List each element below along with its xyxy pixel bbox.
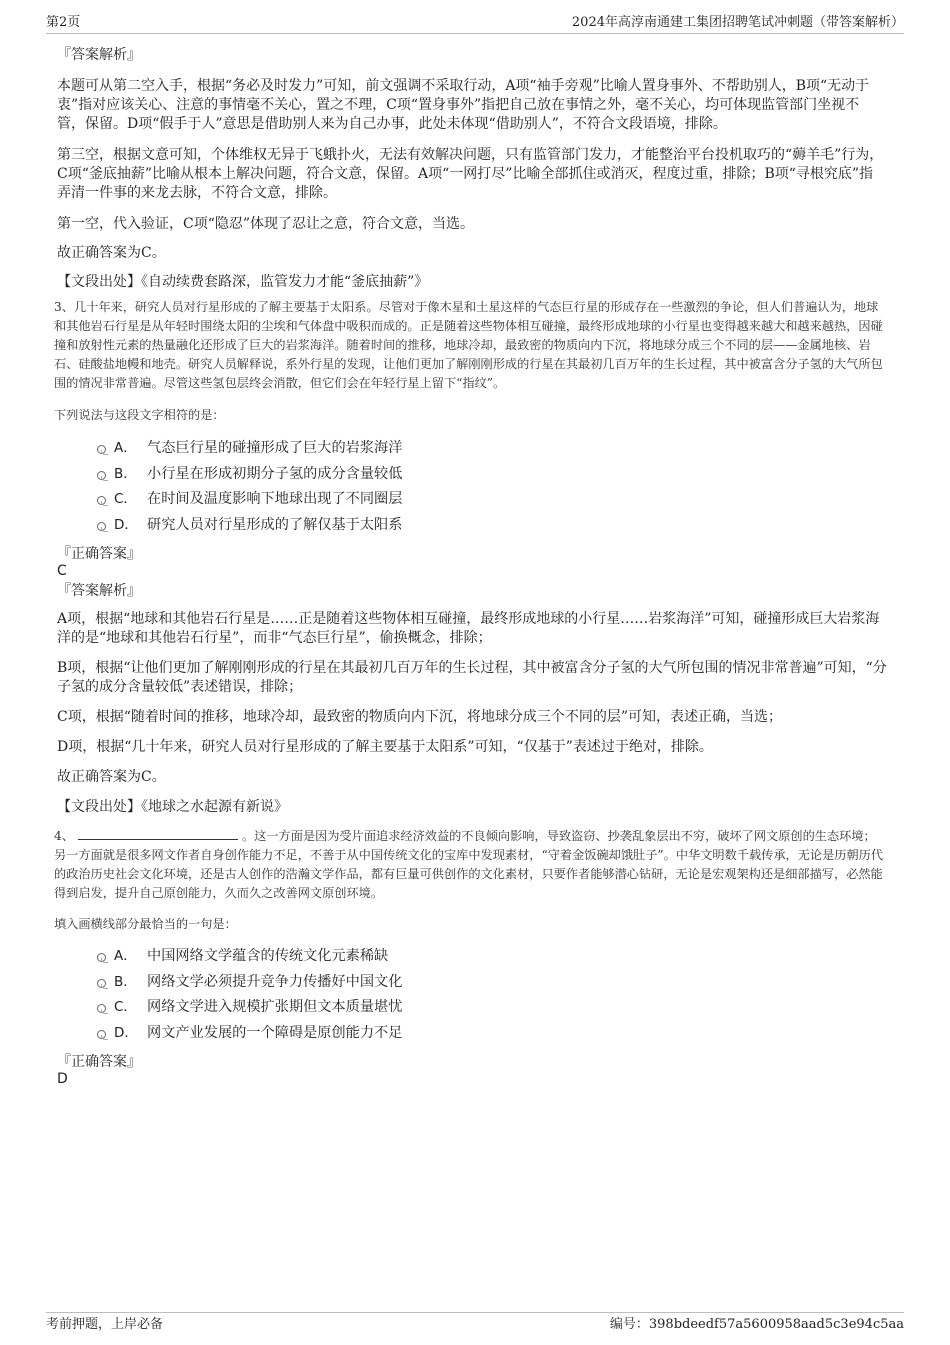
question-number: 4、 xyxy=(54,829,74,843)
radio-icon[interactable] xyxy=(97,471,106,480)
text-source: 【文段出处】《地球之水起源有新说》 xyxy=(57,799,288,815)
radio-icon[interactable] xyxy=(97,522,106,531)
fill-blank-line xyxy=(78,827,238,840)
page-footer xyxy=(46,1312,904,1335)
radio-icon[interactable] xyxy=(97,496,106,505)
analysis-label: 『答案解析』 xyxy=(57,583,141,599)
analysis-paragraph: 本题可从第二空入手，根据“务必及时发力”可知，前文强调不采取行动，A项“袖手旁观”比喻人置身事外、不帮助别人，B项“无动于衷”指对应该关心、注意的事情毫不关心，置之不理，C项“置身事外”指把自己放在事情之外，毫不关心，均可体现监管部门坐视不管，保留。D项“假手于人”意思是借助别人来为自己办事，此处未体现“借助别人”，不符合文段语境，排除。 xyxy=(57,78,870,132)
option-b[interactable]: B． 网络文学必须提升竞争力传播好中国文化 xyxy=(57,971,887,997)
question-stem-text: 。这一方面是因为受片面追求经济效益的不良倾向影响，导致盗窃、抄袭乱象层出不穷，破坏了网文原创的生态环境；另一方面就是很多网文作者自身创作能力不足，不善于从中国传统文化的宝库中发现素材，“守着金饭碗却饿肚子”。中华文明数千载传承，无论是历朝历代的政治历史社会文化环境，还是古人创作的浩瀚文学作品，都有巨量可供创作的文化素材，只要作者能够潜心钻研，无论是宏观架构还是细部描写，必然能得到启发，提升自己原创能力，久而久之改善网文原创环境。 xyxy=(54,829,884,900)
analysis-paragraph: C项，根据“随着时间的推移，地球冷却，最致密的物质向内下沉，将地球分成三个不同的层”可知，表述正确，当选； xyxy=(57,709,783,725)
correct-answer-label: 『正确答案』 xyxy=(57,1054,141,1070)
radio-icon[interactable] xyxy=(97,1004,106,1013)
answer-conclusion: 故正确答案为C。 xyxy=(57,245,166,261)
analysis-paragraph: D项，根据“几十年来，研究人员对行星形成的了解主要基于太阳系”可知，“仅基于”表述过于绝对，排除。 xyxy=(57,739,713,755)
question-prompt: 填入画横线部分最恰当的一句是： xyxy=(54,917,237,931)
answer-options xyxy=(57,437,887,539)
correct-answer: C xyxy=(57,563,67,579)
option-text: 网文产业发展的一个障碍是原创能力不足 xyxy=(147,1024,403,1041)
option-a[interactable]: A． 气态巨行星的碰撞形成了巨大的岩浆海洋 xyxy=(57,437,887,463)
option-text: 气态巨行星的碰撞形成了巨大的岩浆海洋 xyxy=(147,440,403,456)
answer-conclusion: 故正确答案为C。 xyxy=(57,769,166,785)
analysis-paragraph: 第一空，代入验证，C项“隐忍”体现了忍让之意，符合文意，当选。 xyxy=(57,216,475,232)
option-a[interactable]: A． 中国网络文学蕴含的传统文化元素稀缺 xyxy=(57,945,887,971)
correct-answer-label: 『正确答案』 xyxy=(57,546,141,562)
analysis-paragraph: 第三空，根据文意可知，个体维权无异于飞蛾扑火，无法有效解决问题，只有监管部门发力，才能整治平台投机取巧的“薅羊毛”行为，C项“釜底抽薪”比喻从根本上解决问题，符合文意，保留。A项“一网打尽”比喻全部抓住或消灭，程度过重，排除；B项“寻根究底”指弄清一件事的来龙去脉，不符合文意，排除。 xyxy=(57,147,884,201)
answer-options xyxy=(57,945,887,1047)
option-d[interactable]: D． 网文产业发展的一个障碍是原创能力不足 xyxy=(57,1022,887,1048)
option-text: 研究人员对行星形成的了解仅基于太阳系 xyxy=(147,516,403,533)
correct-answer: D xyxy=(57,1071,68,1087)
text-source: 【文段出处】《自动续费套路深，监管发力才能“釜底抽薪”》 xyxy=(57,274,429,290)
page-number: 第2页 xyxy=(46,15,81,30)
question-stem xyxy=(54,827,887,903)
page-content xyxy=(54,46,887,1088)
option-c[interactable]: C． 在时间及温度影响下地球出现了不同圈层 xyxy=(57,488,887,514)
option-text: 网络文学进入规模扩张期但文本质量堪忧 xyxy=(147,999,403,1015)
footer-slogan: 考前押题，上岸必备 xyxy=(46,1317,164,1332)
question-prompt: 下列说法与这段文字相符的是： xyxy=(54,408,225,422)
option-c[interactable]: C． 网络文学进入规模扩张期但文本质量堪忧 xyxy=(57,996,887,1022)
question-stem: 3、几十年来，研究人员对行星形成的了解主要基于太阳系。尽管对于像木星和土星这样的气态巨行星的形成存在一些激烈的争论，但人们普遍认为，地球和其他岩石行星是从年轻时围绕太阳的尘埃和气体盘中吸积而成的。正是随着这些物体相互碰撞，最终形成地球的小行星也变得越来越大和越来越热，因碰撞和放射性元素的热量融化还形成了巨大的岩浆海洋。随着时间的推移，地球冷却，最致密的物质向内下沉，将地球分成三个不同的层——金属地核、岩石、硅酸盐地幔和地壳。研究人员解释说，系外行星的发现，让他们更加了解刚刚形成的行星在其最初几百万年的生长过程，其中被富含分子氢的大气所包围的情况非常普遍。尽管这些氢包层终会消散，但它们会在年轻行星上留下“指纹”。 xyxy=(54,300,883,390)
option-text: 小行星在形成初期分子氢的成分含量较低 xyxy=(147,465,403,482)
page-header xyxy=(46,14,904,34)
option-b[interactable]: B． 小行星在形成初期分子氢的成分含量较低 xyxy=(57,463,887,489)
analysis-paragraph: B项，根据“让他们更加了解刚刚形成的行星在其最初几百万年的生长过程，其中被富含分子氢的大气所包围的情况非常普遍”可知，“分子氢的成分含量较低”表述错误，排除； xyxy=(57,660,887,695)
document-title: 2024年高淳南通建工集团招聘笔试冲刺题（带答案解析） xyxy=(571,15,904,30)
analysis-paragraph: A项，根据“地球和其他岩石行星是……正是随着这些物体相互碰撞，最终形成地球的小行星……岩浆海洋”可知，碰撞形成巨大岩浆海洋的是“地球和其他岩石行星”，而非“气态巨行星”，偷换概念，排除； xyxy=(57,611,880,646)
radio-icon[interactable] xyxy=(97,979,106,988)
option-text: 中国网络文学蕴含的传统文化元素稀缺 xyxy=(147,948,389,964)
radio-icon[interactable] xyxy=(97,953,106,962)
radio-icon[interactable] xyxy=(97,445,106,454)
option-text: 在时间及温度影响下地球出现了不同圈层 xyxy=(147,491,403,507)
option-text: 网络文学必须提升竞争力传播好中国文化 xyxy=(147,973,403,990)
document-id: 编号：398bdeedf57a5600958aad5c3e94c5aa xyxy=(609,1317,904,1332)
radio-icon[interactable] xyxy=(97,1030,106,1039)
option-d[interactable]: D． 研究人员对行星形成的了解仅基于太阳系 xyxy=(57,514,887,540)
analysis-label: 『答案解析』 xyxy=(57,47,141,63)
